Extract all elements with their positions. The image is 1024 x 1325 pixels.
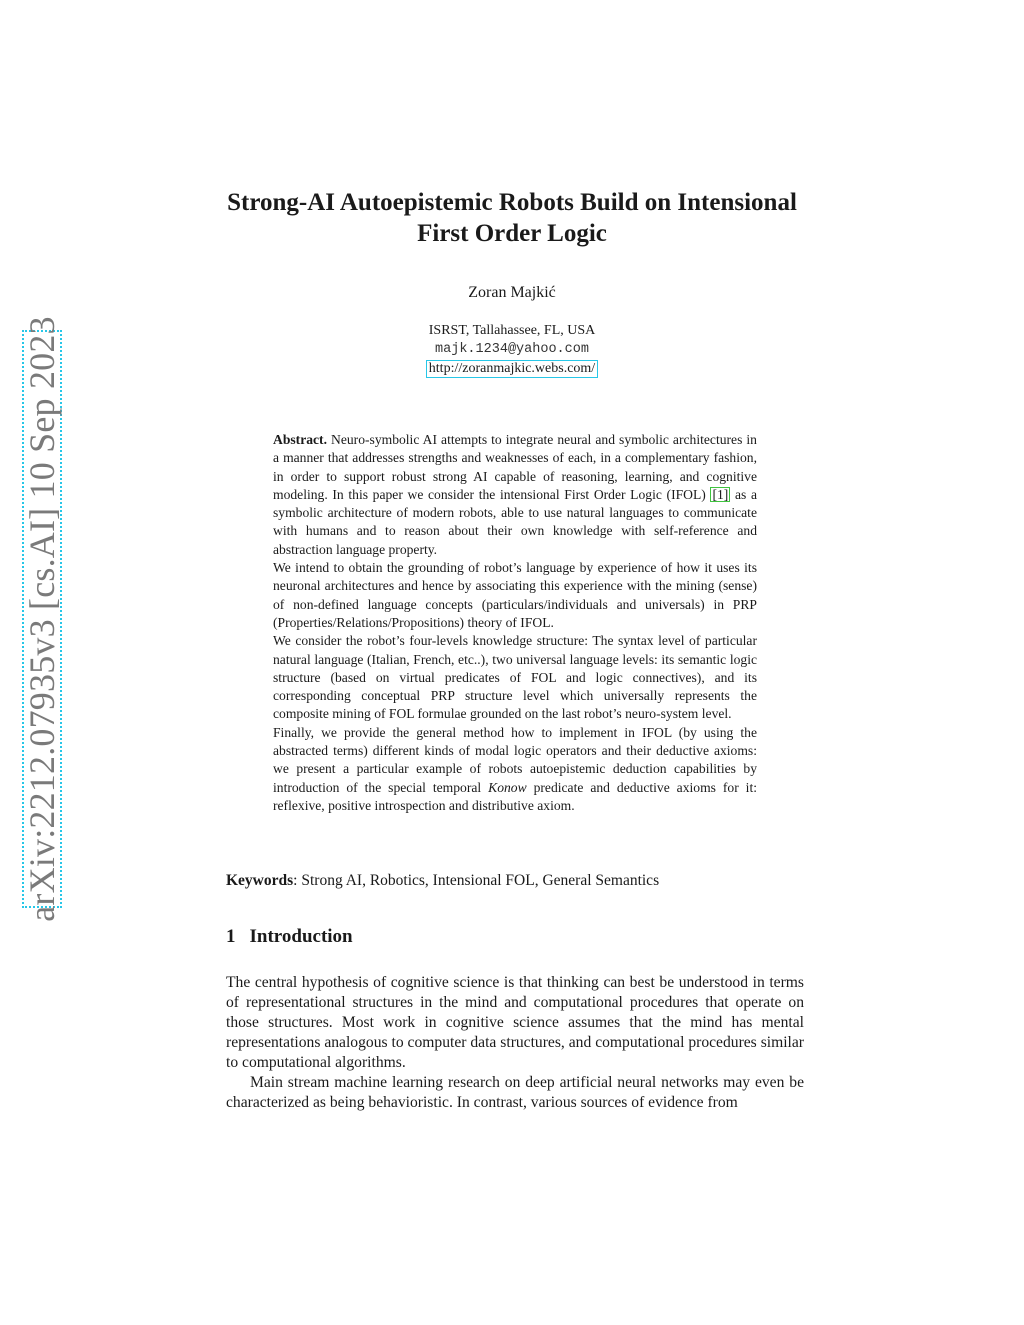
title-line-1: Strong-AI Autoepistemic Robots Build on Intensional (227, 189, 797, 216)
abstract-paragraph-1: Abstract. Neuro-symbolic AI attempts to integrate neural and symbolic architectures in a manner that addresses strengths and weaknesses of each, in a complementary fashion, in order to support robust strong AI capable of reasoning, learning, and cognitive modeling. In this paper we consider the intensional First Order Logic (IFOL) [1] as a symbolic architecture of modern robots, able to use natural languages to communicate with humans and to reason about their own knowledge with self-reference and abstraction language property. (273, 432, 757, 557)
intro-body (226, 973, 804, 1113)
intro-paragraph-2: Main stream machine learning research on deep artificial neural networks may even be characterized as being behavioristic. In contrast, various sources of evidence from (226, 1074, 804, 1111)
affiliation-block (0, 321, 1024, 378)
title-line-2: First Order Logic (417, 220, 607, 247)
keywords (226, 872, 659, 890)
abstract-paragraph-4: Finally, we provide the general method how to implement in IFOL (by using the abstracted terms) different kinds of modal logic operators and their deductive axioms: we present a particular example of robots autoepistemic deduction capabilities by introduction of the special temporal Konow predicate and deductive axioms for it: reflexive, positive introspection and distributive axiom. (273, 724, 757, 813)
keywords-label: Keywords (226, 872, 294, 889)
affiliation: ISRST, Tallahassee, FL, USA (428, 323, 596, 338)
arxiv-id: arXiv:2212.07935v3 [cs.AI] 10 Sep 2023 (22, 316, 62, 922)
citation-link[interactable]: [1] (712, 486, 729, 502)
keywords-list: : Strong AI, Robotics, Intensional FOL, General Semantics (293, 872, 660, 889)
arxiv-stamp (22, 316, 62, 922)
abstract-label: Abstract. (273, 432, 327, 447)
section-number: 1 (226, 926, 236, 947)
abstract-paragraph-2: We intend to obtain the grounding of robot’s language by experience of how it uses its neuronal architectures and hence by associating this experience with the mining (sense) of non-defined language concepts (particulars/individuals and universals) in PRP (Properties/Relations/Propositions) theory of IFOL. (273, 560, 757, 630)
abstract (273, 431, 757, 815)
abstract-paragraph-3: We consider the robot’s four-levels knowledge structure: The syntax level of particular natural language (Italian, French, etc..), two universal language levels: its semantic logic structure (based on virtual predicates of FOL and logic connectives), and its corresponding conceptual PRP structure level which universally represents the composite mining of FOL formulae grounded on the last robot’s neuro-system level. (273, 633, 757, 722)
paper-title (200, 187, 824, 249)
section-heading (226, 926, 353, 948)
konow-predicate: Konow (488, 779, 527, 795)
section-title: Introduction (249, 926, 353, 947)
author-name: Zoran Majkić (468, 284, 556, 301)
author-email[interactable]: majk.1234@yahoo.com (435, 342, 589, 357)
intro-paragraph-1: The central hypothesis of cognitive science is that thinking can best be understood in terms of representational structures in the mind and computational procedures that operate on those structures. Most work in cognitive science assumes that the mind has mental representations analogous to computer data structures, and computational procedures similar to computational algorithms. (226, 974, 804, 1071)
author-url-link[interactable]: http://zoranmajkic.webs.com/ (426, 360, 598, 378)
